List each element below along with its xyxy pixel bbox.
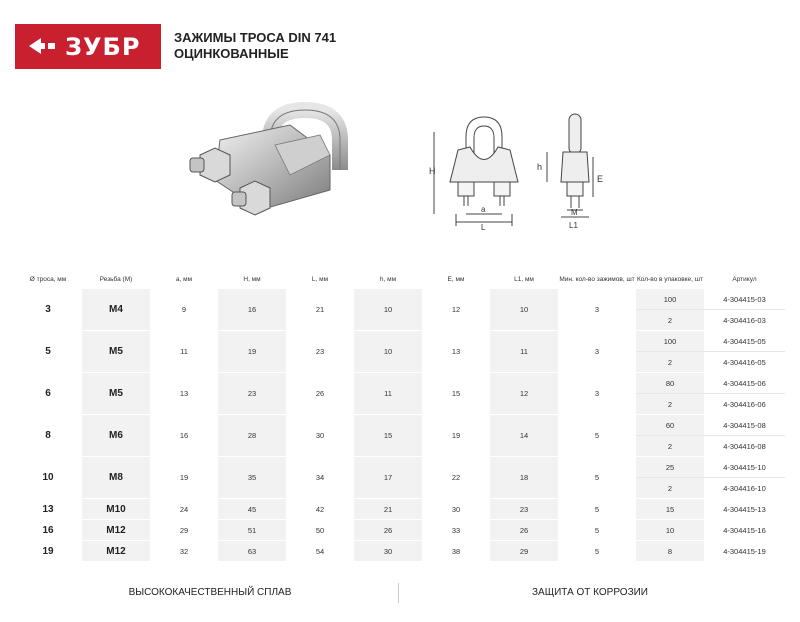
cell-pack-qty: 60 <box>636 415 704 436</box>
cell-h: 16 <box>218 289 286 331</box>
footer-divider <box>398 583 399 603</box>
cell-min: 5 <box>558 415 636 457</box>
header-cell: Ø троса, мм <box>29 275 67 283</box>
cell-e: 22 <box>422 457 490 499</box>
table-header-row <box>14 270 785 289</box>
cell-min: 3 <box>558 331 636 373</box>
cell-thread: M5 <box>82 373 150 415</box>
title-line-2: ОЦИНКОВАННЫЕ <box>174 46 289 61</box>
cell-pack-qty: 2 <box>636 352 704 373</box>
cell-d: 3 <box>14 289 82 331</box>
cell-pack-qty: 25 <box>636 457 704 478</box>
cell-h: 15 <box>354 415 422 457</box>
cell-e: 30 <box>422 499 490 520</box>
cell-h: 51 <box>218 520 286 541</box>
table-body <box>14 289 785 562</box>
cell-pack-qty: 8 <box>636 541 704 562</box>
cell-e: 12 <box>422 289 490 331</box>
cell-thread: M8 <box>82 457 150 499</box>
dim-L-label: L <box>481 223 486 232</box>
cell-a: 29 <box>150 520 218 541</box>
title-line-1: ЗАЖИМЫ ТРОСА DIN 741 <box>174 30 337 45</box>
header-cell: Артикул <box>732 275 757 283</box>
cell-min: 5 <box>558 457 636 499</box>
cell-pack-qty: 100 <box>636 331 704 352</box>
cell-thread: M12 <box>82 541 150 562</box>
cell-pack-qty: 2 <box>636 478 704 499</box>
table-row <box>14 520 785 541</box>
cell-l1: 18 <box>490 457 558 499</box>
dim-a-label: a <box>481 205 486 214</box>
header-cell: h, мм <box>379 275 397 283</box>
cell-a: 11 <box>150 331 218 373</box>
dim-h-label: h <box>537 162 543 172</box>
cell-thread: M5 <box>82 331 150 373</box>
cell-l1: 11 <box>490 331 558 373</box>
cell-sku: 4-304415-16 <box>704 520 785 541</box>
table-row <box>14 331 785 352</box>
header-cell: L, мм <box>311 275 329 283</box>
cell-sku: 4-304416-03 <box>704 310 785 331</box>
header-cell: Н, мм <box>243 275 261 283</box>
cell-pack-qty: 2 <box>636 394 704 415</box>
cell-l: 30 <box>286 415 354 457</box>
dim-H-label: H <box>429 166 436 176</box>
table-row <box>14 499 785 520</box>
cell-sku: 4-304416-08 <box>704 436 785 457</box>
cell-min: 5 <box>558 520 636 541</box>
table-row <box>14 541 785 562</box>
cell-d: 6 <box>14 373 82 415</box>
cell-l1: 23 <box>490 499 558 520</box>
cell-h: 30 <box>354 541 422 562</box>
cell-sku: 4-304415-06 <box>704 373 785 394</box>
cell-e: 19 <box>422 415 490 457</box>
cell-thread: M12 <box>82 520 150 541</box>
cell-pack-qty: 100 <box>636 289 704 310</box>
cell-e: 15 <box>422 373 490 415</box>
spec-table <box>14 270 785 561</box>
cell-sku: 4-304416-06 <box>704 394 785 415</box>
cell-min: 5 <box>558 541 636 562</box>
cell-min: 3 <box>558 373 636 415</box>
cell-l: 54 <box>286 541 354 562</box>
cell-d: 16 <box>14 520 82 541</box>
cell-sku: 4-304416-10 <box>704 478 785 499</box>
cell-l1: 29 <box>490 541 558 562</box>
cell-d: 5 <box>14 331 82 373</box>
dim-M-label: M <box>571 208 578 217</box>
table-row <box>14 373 785 394</box>
cell-pack-qty: 10 <box>636 520 704 541</box>
cell-a: 9 <box>150 289 218 331</box>
cell-h: 23 <box>218 373 286 415</box>
cell-min: 3 <box>558 289 636 331</box>
cell-l1: 26 <box>490 520 558 541</box>
cell-e: 38 <box>422 541 490 562</box>
cell-h: 26 <box>354 520 422 541</box>
cell-a: 32 <box>150 541 218 562</box>
front-view-drawing <box>428 102 528 232</box>
header-cell: Кол-во в упаковке, шт <box>637 275 703 283</box>
cell-l: 42 <box>286 499 354 520</box>
footer-feature-alloy: ВЫСОКОКАЧЕСТВЕННЫЙ СПЛАВ <box>128 587 292 598</box>
cell-a: 16 <box>150 415 218 457</box>
cell-h: 10 <box>354 331 422 373</box>
cell-l1: 14 <box>490 415 558 457</box>
table-row <box>14 289 785 310</box>
cell-sku: 4-304415-19 <box>704 541 785 562</box>
header-cell: Мин. кол-во зажимов, шт <box>559 275 635 283</box>
header-cell: E, мм <box>447 275 465 283</box>
product-title <box>174 30 336 62</box>
cell-pack-qty: 2 <box>636 436 704 457</box>
header-cell: а, мм <box>175 275 193 283</box>
cell-l: 23 <box>286 331 354 373</box>
table-row <box>14 415 785 436</box>
cell-pack-qty: 15 <box>636 499 704 520</box>
cell-sku: 4-304415-03 <box>704 289 785 310</box>
cell-sku: 4-304415-05 <box>704 331 785 352</box>
cell-e: 13 <box>422 331 490 373</box>
cell-min: 5 <box>558 499 636 520</box>
cell-sku: 4-304415-08 <box>704 415 785 436</box>
cell-l1: 12 <box>490 373 558 415</box>
cell-l: 50 <box>286 520 354 541</box>
cell-thread: M6 <box>82 415 150 457</box>
footer-feature-corrosion: ЗАЩИТА ОТ КОРРОЗИИ <box>532 587 648 598</box>
dim-E-label: E <box>597 174 604 184</box>
cell-h: 21 <box>354 499 422 520</box>
cell-a: 19 <box>150 457 218 499</box>
cell-h: 45 <box>218 499 286 520</box>
cell-l: 26 <box>286 373 354 415</box>
cell-sku: 4-304415-13 <box>704 499 785 520</box>
cell-l: 21 <box>286 289 354 331</box>
cell-h: 17 <box>354 457 422 499</box>
cell-d: 8 <box>14 415 82 457</box>
cell-pack-qty: 2 <box>636 310 704 331</box>
cell-e: 33 <box>422 520 490 541</box>
cell-h: 28 <box>218 415 286 457</box>
side-view-drawing <box>533 102 623 232</box>
product-photo <box>180 100 360 230</box>
dim-L1-label: L1 <box>569 221 578 230</box>
cell-h: 35 <box>218 457 286 499</box>
logo-text: ЗУБР <box>65 33 141 61</box>
cell-h: 10 <box>354 289 422 331</box>
cell-sku: 4-304415-10 <box>704 457 785 478</box>
cell-d: 19 <box>14 541 82 562</box>
cell-a: 13 <box>150 373 218 415</box>
cell-pack-qty: 80 <box>636 373 704 394</box>
cell-h: 63 <box>218 541 286 562</box>
cell-d: 13 <box>14 499 82 520</box>
header-cell: Резьба (М) <box>99 275 133 283</box>
header-cell: L1, мм <box>514 275 534 283</box>
cell-a: 24 <box>150 499 218 520</box>
cell-thread: M10 <box>82 499 150 520</box>
cell-h: 19 <box>218 331 286 373</box>
cell-sku: 4-304416-05 <box>704 352 785 373</box>
cell-l: 34 <box>286 457 354 499</box>
table-row <box>14 457 785 478</box>
cell-l1: 10 <box>490 289 558 331</box>
cell-d: 10 <box>14 457 82 499</box>
cell-h: 11 <box>354 373 422 415</box>
brand-logo <box>15 24 161 69</box>
cell-thread: M4 <box>82 289 150 331</box>
